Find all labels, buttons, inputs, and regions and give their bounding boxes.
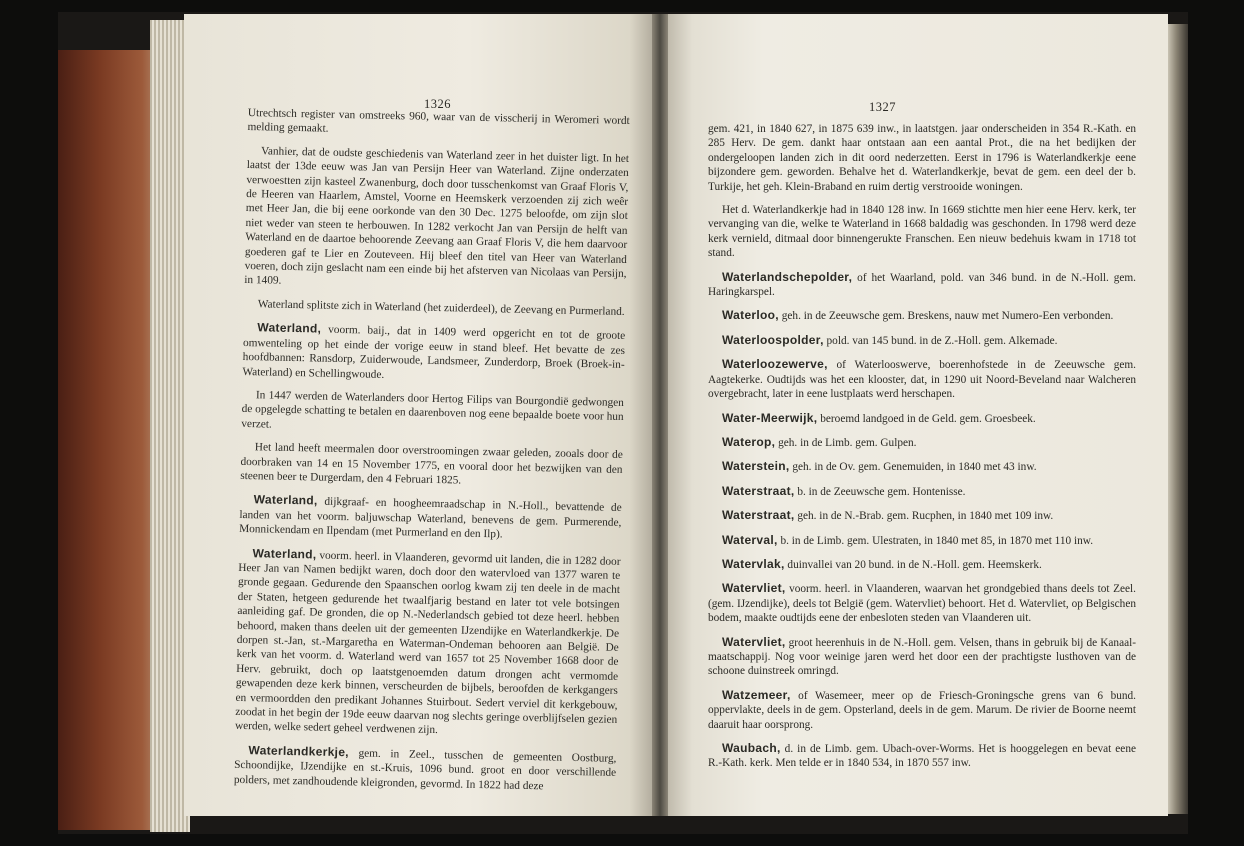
entry-headword: Watervlak, [722, 556, 785, 571]
entry [708, 459, 1136, 474]
entry [242, 320, 625, 387]
paragraph: Vanhier, dat de oudste geschiedenis van Waterland zeer in het duister ligt. In het laatst der 13de eeuw was Jan van Persijn Heer van Waterland. Zijne onderzaten verwoestten zijn kasteel Zwanenburg, doch door tusschenkomst van Graaf Floris V, de Heeren van Haarlem, Amstel, Voorne en Heemskerk verzoenden zij zich weêr met Heer Jan, die bij eene oorkonde van den 30 Dec. 1275 beloofde, om zijn slot niet weder van steen te herbouwen. In 1282 verkocht Jan van Persijn de helft van Waterland en de daartoe behoorende Zeevang aan Graaf Floris V, die hem daarvoor goederen gaf te Lier en Zouteveen. Hij bleef den titel van Heer van Waterland voeren, doch zijn geslacht nam een einde bij het afsterven van Nicolaas van Persijn, in 1409. [244, 145, 630, 288]
entry-headword: Waterlandkerkje, [248, 742, 350, 760]
paragraph: Het d. Waterlandkerkje had in 1840 128 inw. In 1669 stichtte men hier eene Herv. kerk, ter vervanging van die, welke te Waterland in 1668 baldadig was geschonden. In 1798 werd deze kerk vernield, ditmaal door binnengerukte Franschen. Een nieuw bedehuis kwam in 1718 tot stand. [708, 204, 1136, 260]
entry-headword: Waterloospolder, [722, 332, 824, 347]
paragraph: In 1447 werden de Waterlanders door Hertog Filips van Bourgondië gedwongen de opgelegde schatting te betalen en daarenboven nog eene bepaalde boete voor hun verzet. [241, 389, 624, 431]
entry-text: voorm. heerl. in Vlaanderen, waarvan het grondgebied thans deels tot Zeel. (gem. IJzendijke), deels tot België (gem. Watervliet) behoort. Het d. Watervliet, op Belgischen bodem, maakte oudtijds eene der enbesloten steden van Vlaanderen uit. [708, 583, 1136, 625]
entry-text: geh. in de Ov. gem. Genemuiden, in 1840 met 43 inw. [789, 461, 1037, 474]
entry-text: geh. in de Limb. gem. Gulpen. [775, 436, 917, 449]
entry-headword: Waterland, [252, 545, 317, 562]
entry-headword: Watzemeer, [722, 687, 791, 702]
entry [708, 411, 1136, 426]
entry [708, 533, 1136, 548]
entry-text: d. in de Limb. gem. Ubach-over-Worms. Het is hooggelegen en bevat eene R.-Kath. kerk. Men telde er in 1840 534, in 1870 557 inw. [708, 743, 1136, 770]
entry-headword: Waterloo, [722, 308, 779, 323]
entry-text: b. in de Zeeuwsche gem. Hontenisse. [794, 485, 966, 498]
entry [235, 545, 621, 741]
entry [708, 688, 1136, 732]
entry [708, 581, 1136, 625]
entry-headword: Waterstraat, [722, 508, 795, 523]
entry-text: of Wasemeer, meer op de Friesch-Groningsche grens van 6 bund. oppervlakte, deels in de gem. Opsterland, deels in de gem. Marum. De rivier de Boorne neemt daaruit haar oorsprong. [708, 689, 1136, 731]
entry-text: b. in de Limb. gem. Ulestraten, in 1840 met 85, in 1870 met 110 inw. [777, 534, 1094, 547]
entry-text: of het Waarland, pold. van 346 bund. in de N.-Holl. gem. Haringkarspel. [708, 271, 1136, 299]
entry-headword: Waterlandschepolder, [722, 269, 853, 284]
entry [708, 308, 1136, 323]
entry [239, 492, 622, 544]
entry-text: geh. in de N.-Brab. gem. Rucphen, in 1840 met 109 inw. [794, 510, 1054, 523]
entry-headword: Waubach, [722, 741, 781, 755]
page-number-left: 1326 [424, 97, 451, 111]
entry [708, 333, 1136, 348]
entry-headword: Waterland, [257, 320, 322, 336]
entry-text: voorm. heerl. in Vlaanderen, gevormd uit landen, die in 1282 door Heer Jan van Namen bedijkt waren, doch door den watervloed van 1377 waren te gronde gegaan. Gedurende den Spaanschen oorlog kwam zij ten deele in de macht der Staten, hetgeen gedurende het twaalfjarig bestand en later tot vele botsingen aanleiding gaf. De gronden, die op N.-Nederlandsch gebied tot deze heerl. hebben behoord, maken thans deelen uit der gemeenten IJzendijke en Waterlandkerkje. De dorpen st.-Jan, st.-Margaretha en Waterman-Ondeman behooren aan België. De kerk van het voorm. d. Waterland werd van 1657 tot 25 November 1668 door de Herv. gebruikt, doch op laatstgenoemden datum drongen acht vermomde gewapenden deze kerk binnen, verscheurden de bijbels, beroofden de kerkgangers en vermoordden den predikant Johannes Stuirbout. Sedert verviel dit kerkgebouw, zoodat in het begin der 19de eeuw daarvan nog slechts geringe overblijfselen gezien werden, welke sedert geheel verdwenen zijn. [234, 549, 621, 737]
entry-text: beroemd landgoed in de Geld. gem. Groesbeek. [817, 412, 1036, 425]
entry [708, 270, 1136, 300]
entry [708, 508, 1136, 523]
entry-headword: Waterland, [253, 492, 318, 508]
entry-text: pold. van 145 bund. in de Z.-Holl. gem. Alkemade. [823, 334, 1058, 347]
entry-headword: Watervliet, [722, 581, 786, 596]
page-edges-right [1168, 24, 1188, 814]
paragraph: gem. 421, in 1840 627, in 1875 639 inw., in laatstgen. jaar onderscheiden in 354 R.-Kath. en 285 Herv. De gem. dankt haar ontstaan aan een aantal Prot., die na het bedijken der ondergeloopen landen zich in dit oord nederzetten. Eerst in 1796 is Waterlandkerkje eene bijzondere gem. geworden. Behalve het d. Waterlandkerkje, bevat de gem. een deel der b. Turkije, het geh. Klein-Braband en ruim dertig verstrooide woningen. [708, 123, 1136, 193]
entry [708, 635, 1136, 679]
entry [708, 357, 1136, 401]
entry-headword: Waterstein, [722, 459, 790, 474]
entry-headword: Waterloozewerve, [722, 357, 828, 372]
entry-text: duinvallei van 20 bund. in de N.-Holl. gem. Heemskerk. [784, 558, 1042, 571]
entry [708, 484, 1136, 499]
entry [234, 743, 617, 795]
entry [708, 435, 1136, 450]
entry-headword: Waterstraat, [722, 483, 795, 498]
entry-list [708, 270, 1136, 771]
entry [708, 741, 1136, 771]
book-gutter [652, 14, 668, 816]
entry-headword: Water-Meerwijk, [722, 410, 818, 425]
page-number-right: 1327 [869, 100, 896, 114]
entry-text: voorm. baij., dat in 1409 werd opgericht en tot de groote omwenteling op het einde der vorige eeuw in stand bleef. Het bevatte de zes hoofdbannen: Ransdorp, Zuiderwoude, Landsmeer, Zunderdorp, Broek (Broek-in-Waterland) en Schellingwoude. [242, 323, 626, 381]
paragraph: Waterland splitste zich in Waterland (het zuiderdeel), de Zeevang en Purmerland. [257, 298, 625, 318]
paragraph: Utrechtsch register van omstreeks 960, waar van de visscherij in Weromeri wordt melding gemaakt. [247, 106, 630, 136]
entry-headword: Waterop, [722, 434, 776, 449]
entry-headword: Waterval, [722, 532, 778, 547]
entry [708, 557, 1136, 572]
entry-headword: Watervliet, [722, 634, 786, 649]
entry-text: gem. in Zeel., tusschen de gemeenten Oostburg, Schoondijke, IJzendijke en st.-Kruis, 1096 bund. groot en door verschillende polders, met zandhoudende kleigronden, gevormd. In 1822 had deze [233, 747, 617, 792]
entry-text: of Waterlooswerve, boerenhofstede in de Zeeuwsche gem. Aagtekerke. Oudtijds was het een klooster, dat, in 1290 uit Noord-Beveland naar Walcheren overgebracht, later in eene lustplaats werd herschapen. [708, 359, 1136, 401]
right-page-text [708, 122, 1136, 780]
entry-text: geh. in de Zeeuwsche gem. Breskens, nauw met Numero-Een verbonden. [778, 310, 1114, 323]
left-page-text [234, 106, 630, 804]
paragraph: Het land heeft meermalen door overstroomingen zwaar geleden, zooals door de doorbraken van 14 en 15 November 1775, en vooral door het bezwijken van den steenen beer te Durgerdam, den 4 Februari 1825. [240, 441, 623, 487]
entry-text: dijkgraaf- en hoogheemraadschap in N.-Holl., bevattende de landen van het voorm. baljuwschap Waterland, benevens de gem. Purmerende, Monnickendam en Ilpendam (met Purmerland en den Ilp). [239, 495, 622, 541]
entry-text: groot heerenhuis in de N.-Holl. gem. Velsen, thans in gebruik bij de Kanaal-maatschappij. Nog voor weinige jaren werd het door een der prachtigste lusthoven van de schoone duinstreek omringd. [708, 636, 1136, 678]
